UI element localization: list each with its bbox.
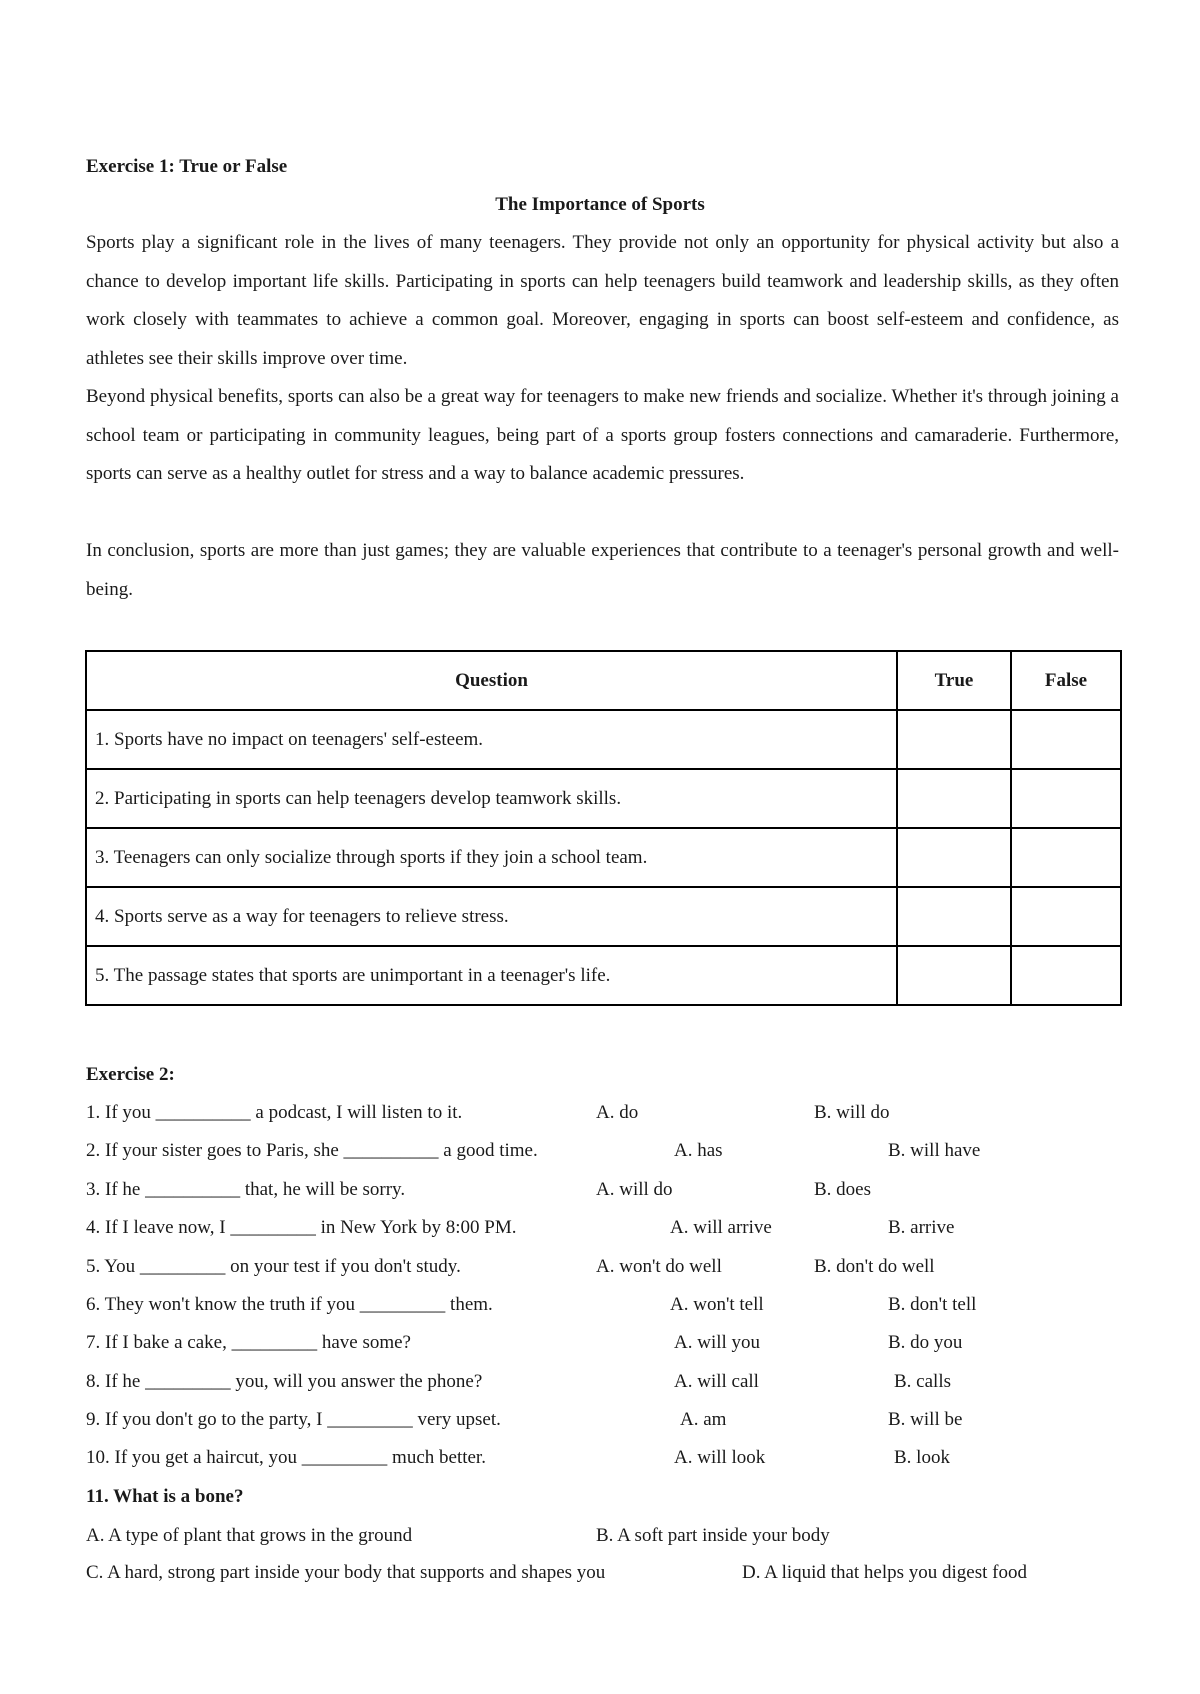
table-row [86, 828, 1121, 887]
question-11: 11. What is a bone? [86, 1486, 244, 1507]
passage-title: The Importance of Sports [495, 194, 705, 215]
table-row [86, 887, 1121, 946]
option-a: A. do [596, 1102, 639, 1123]
option-b: B. arrive [888, 1217, 955, 1238]
true-false-table [85, 650, 1122, 1006]
true-answer-cell[interactable] [897, 828, 1011, 887]
option-b: B. will do [814, 1102, 890, 1123]
option-b: B. will be [888, 1409, 963, 1430]
option-b: B. don't do well [814, 1256, 935, 1277]
exercise2-question: 9. If you don't go to the party, I _________ very upset. [86, 1409, 501, 1430]
exercise2-question: 4. If I leave now, I _________ in New York by 8:00 PM. [86, 1217, 517, 1238]
table-row [86, 946, 1121, 1005]
option-b: B. A soft part inside your body [596, 1525, 830, 1546]
option-a: A. won't tell [670, 1294, 764, 1315]
option-a: A. will look [674, 1447, 766, 1468]
option-a: A. will arrive [670, 1217, 772, 1238]
exercise2-question: 2. If your sister goes to Paris, she __________ a good time. [86, 1140, 538, 1161]
false-answer-cell[interactable] [1011, 887, 1121, 946]
option-a: A. am [680, 1409, 727, 1430]
question-cell: 5. The passage states that sports are unimportant in a teenager's life. [86, 946, 897, 1005]
table-row [86, 710, 1121, 769]
exercise2-heading: Exercise 2: [86, 1064, 175, 1085]
true-answer-cell[interactable] [897, 710, 1011, 769]
exercise2-question: 10. If you get a haircut, you _________ much better. [86, 1447, 486, 1468]
option-d: D. A liquid that helps you digest food [742, 1562, 1027, 1583]
option-b: B. do you [888, 1332, 963, 1353]
option-a: A. A type of plant that grows in the ground [86, 1525, 413, 1546]
option-b: B. does [814, 1179, 871, 1200]
passage-paragraph-2: Beyond physical benefits, sports can also be a great way for teenagers to make new friends and socialize. Whether it's through joining a school team or participating in community leagues, being part of a sports group fosters connections and camaraderie. Furthermore, sports can serve as a healthy outlet for stress and a way to balance academic pressures. [86, 386, 1119, 484]
exercise2-question: 5. You _________ on your test if you don't study. [86, 1256, 461, 1277]
option-b: B. will have [888, 1140, 981, 1161]
exercise1-heading: Exercise 1: True or False [86, 156, 288, 177]
passage-paragraph-3: In conclusion, sports are more than just games; they are valuable experiences that contribute to a teenager's personal growth and well-being. [86, 540, 1119, 600]
option-b: B. look [894, 1447, 950, 1468]
false-answer-cell[interactable] [1011, 710, 1121, 769]
false-answer-cell[interactable] [1011, 946, 1121, 1005]
option-b: B. calls [894, 1371, 951, 1392]
passage-paragraph-1: Sports play a significant role in the lives of many teenagers. They provide not only an opportunity for physical activity but also a chance to develop important life skills. Participating in sports can help teenagers build teamwork and leadership skills, as they often work closely with teammates to achieve a common goal. Moreover, engaging in sports can boost self-esteem and confidence, as athletes see their skills improve over time. [86, 232, 1119, 369]
question-cell: 4. Sports serve as a way for teenagers to relieve stress. [86, 887, 897, 946]
option-a: A. won't do well [596, 1256, 722, 1277]
exercise2-question: 6. They won't know the truth if you _________ them. [86, 1294, 493, 1315]
false-answer-cell[interactable] [1011, 828, 1121, 887]
exercise2-question: 1. If you __________ a podcast, I will listen to it. [86, 1102, 463, 1123]
header-false: False [1011, 651, 1121, 710]
exercise2-question: 3. If he __________ that, he will be sorry. [86, 1179, 406, 1200]
question-cell: 3. Teenagers can only socialize through sports if they join a school team. [86, 828, 897, 887]
option-a: A. has [674, 1140, 723, 1161]
exercise2-question: 7. If I bake a cake, _________ have some? [86, 1332, 411, 1353]
question-cell: 1. Sports have no impact on teenagers' self-esteem. [86, 710, 897, 769]
true-answer-cell[interactable] [897, 769, 1011, 828]
header-true: True [897, 651, 1011, 710]
question-cell: 2. Participating in sports can help teenagers develop teamwork skills. [86, 769, 897, 828]
true-answer-cell[interactable] [897, 887, 1011, 946]
option-c: C. A hard, strong part inside your body that supports and shapes you [86, 1562, 606, 1583]
false-answer-cell[interactable] [1011, 769, 1121, 828]
header-question: Question [86, 651, 897, 710]
true-answer-cell[interactable] [897, 946, 1011, 1005]
option-a: A. will do [596, 1179, 673, 1200]
option-a: A. will you [674, 1332, 761, 1353]
table-header-row [86, 651, 1121, 710]
exercise2-question: 8. If he _________ you, will you answer the phone? [86, 1371, 483, 1392]
option-b: B. don't tell [888, 1294, 977, 1315]
option-a: A. will call [674, 1371, 759, 1392]
table-row [86, 769, 1121, 828]
